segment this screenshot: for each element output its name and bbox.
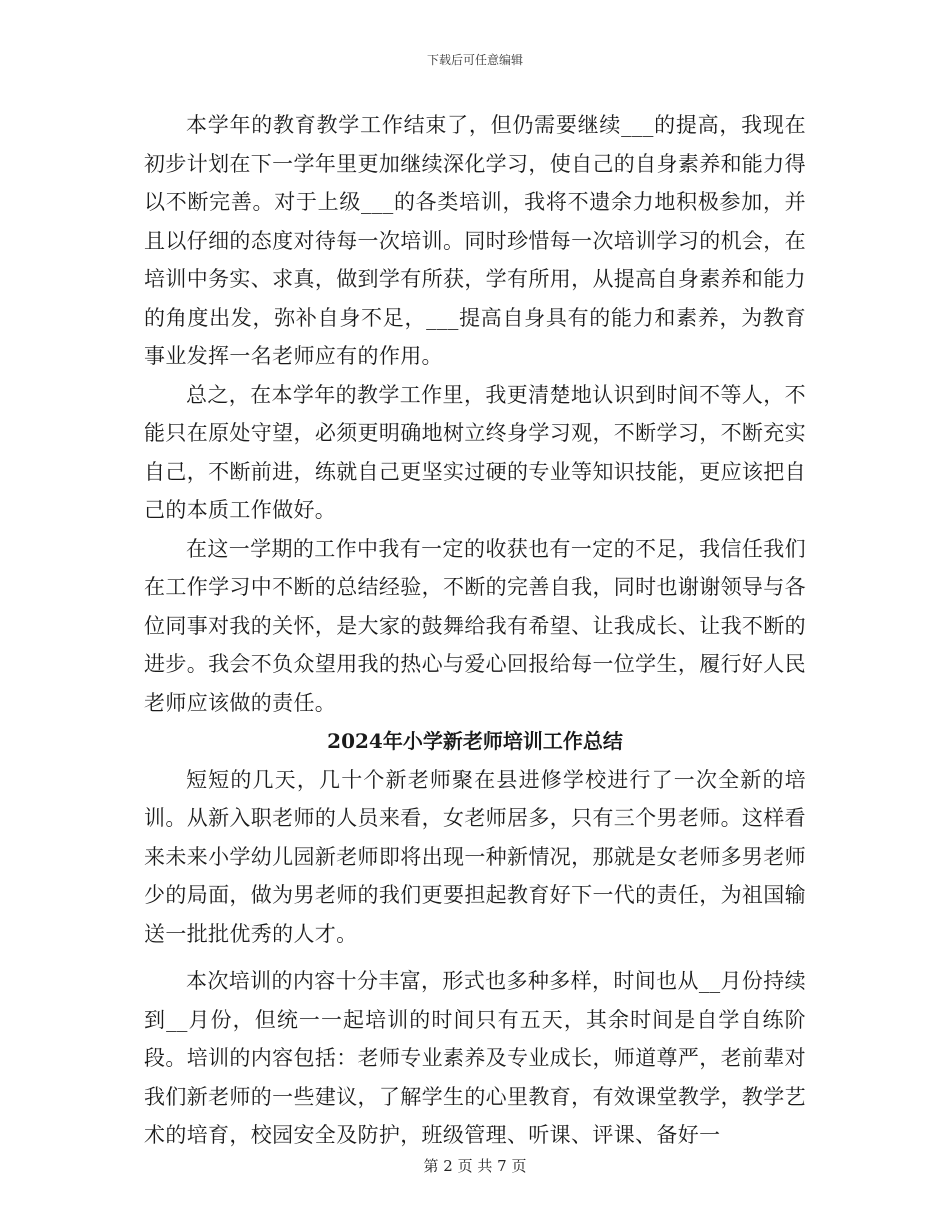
- paragraph-continuing-study: 本学年的教育教学工作结束了，但仍需要继续___的提高，我现在初步计划在下一学年里更加继续深化学习，使自己的自身素养和能力得以不断完善。对于上级___的各类培训，我将不遗余力地积极参加，并且以仔细的态度对待每一次培训。同时珍惜每一次培训学习的机会，在培训中务实、求真，做到学有所获，学有所用，从提高自身素养和能力的角度出发，弥补自身不足，___提高自身具有的能力和素养，为教育事业发挥一名老师应有的作用。: [144, 113, 806, 368]
- page-header: 下载后可任意编辑: [426, 53, 523, 67]
- paragraph-spacer: [144, 953, 806, 962]
- paragraph-training-content: 本次培训的内容十分丰富，形式也多种多样，时间也从__月份持续到__月份，但统一一起培训的时间只有五天，其余时间是自学自练阶段。培训的内容包括：老师专业素养及专业成长，师道尊严，老前辈对我们新老师的一些建议，了解学生的心里教育，有效课堂教学，教学艺术的培育，校园安全及防护，班级管理、听课、评课、备好一: [144, 969, 806, 1147]
- page-footer: 第 2 页 共 7 页: [423, 1157, 527, 1175]
- section-title: 2024年小学新老师培训工作总结: [327, 729, 623, 753]
- paragraph-gains-and-shortcomings: 在这一学期的工作中我有一定的收获也有一定的不足，我信任我们在工作学习中不断的总结经验，不断的完善自我，同时也谢谢领导与各位同事对我的关怀，是大家的鼓舞给我有希望、让我成长、让我不断的进步。我会不负众望用我的热心与爱心回报给每一位学生，履行好人民老师应该做的责任。: [144, 536, 806, 715]
- paragraph-summary: 总之，在本学年的教学工作里，我更清楚地认识到时间不等人，不能只在原处守望，必须更明确地树立终身学习观，不断学习，不断充实自己，不断前进，练就自己更坚实过硬的专业等知识技能，更应该把自己的本质工作做好。: [144, 382, 806, 522]
- document-body: [144, 106, 806, 1155]
- paragraph-training-intro: 短短的几天，几十个新老师聚在县进修学校进行了一次全新的培训。从新入职老师的人员来看，女老师居多，只有三个男老师。这样看来未来小学幼儿园新老师即将出现一种新情况，那就是女老师多男老师少的局面，做为男老师的我们更要担起教育好下一代的责任，为祖国输送一批批优秀的人才。: [144, 767, 806, 946]
